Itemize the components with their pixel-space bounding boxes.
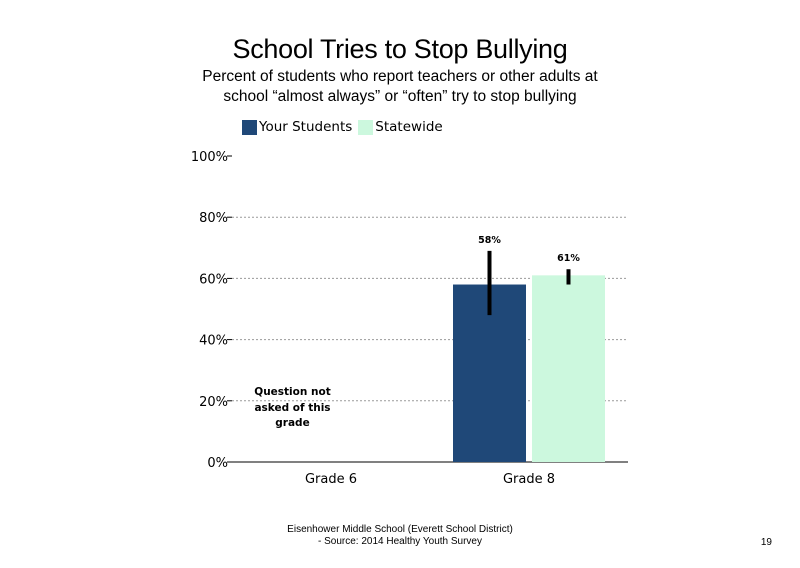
chart-subtitle: Percent of students who report teachers or other adults at school “almost always” or “often” try to stop bullying: [202, 68, 598, 105]
y-tick-label-0: 0%: [207, 456, 228, 471]
chart-title: School Tries to Stop Bullying: [232, 34, 568, 64]
legend-label-your-students: Your Students: [259, 119, 353, 135]
grade6-not-asked-note: Question not asked of this grade: [254, 386, 331, 429]
legend-label-statewide: Statewide: [375, 119, 443, 135]
data-label-0-1: 58%: [478, 234, 501, 246]
footer-source: - Source: 2014 Healthy Youth Survey: [318, 536, 482, 547]
y-tick-label-3: 60%: [199, 272, 228, 288]
footer-school: Eisenhower Middle School (Everett School District): [287, 524, 513, 535]
x-category-label-0: Grade 6: [304, 472, 358, 487]
y-tick-label-2: 40%: [199, 333, 228, 349]
x-category-label-1: Grade 8: [502, 472, 556, 487]
y-tick-label-5: 100%: [190, 150, 228, 165]
y-tick-label-1: 20%: [199, 394, 228, 410]
y-tick-label-4: 80%: [199, 211, 228, 227]
page-number: 19: [760, 537, 772, 548]
bar-1-1: [532, 275, 605, 462]
footer: [250, 524, 550, 548]
data-label-1-1: 61%: [557, 253, 580, 265]
